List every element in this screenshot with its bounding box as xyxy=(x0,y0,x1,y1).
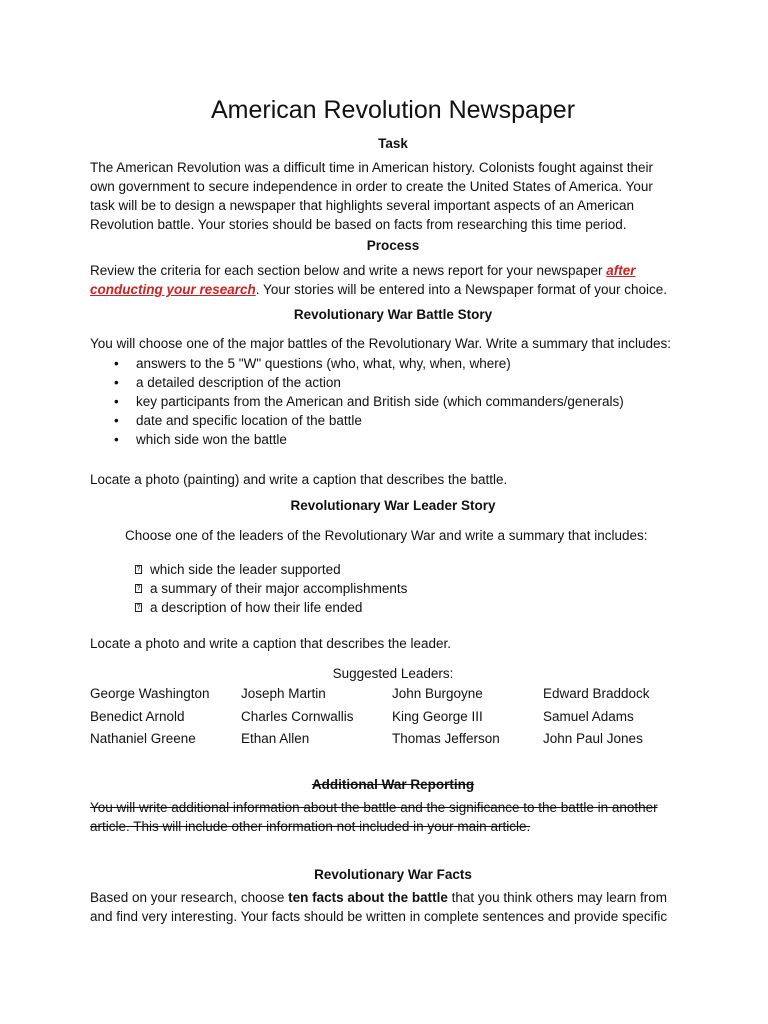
leader-story-items xyxy=(134,560,407,617)
list-item: ? a summary of their major accomplishments xyxy=(136,581,408,596)
leader-name: Charles Cornwallis xyxy=(241,708,354,724)
leader-name: Thomas Jefferson xyxy=(392,731,500,746)
leader-name: Ethan Allen xyxy=(241,731,310,746)
facts-heading: Revolutionary War Facts xyxy=(314,867,472,882)
conducting-research-link[interactable]: conducting your research xyxy=(90,282,256,297)
list-item: • which side won the battle xyxy=(112,430,624,449)
leader-story-heading: Revolutionary War Leader Story xyxy=(290,498,496,513)
leader-name: Nathaniel Greene xyxy=(90,731,196,746)
list-item: • answers to the 5 "W" questions (who, what, why, when, where) xyxy=(112,354,624,373)
task-line-1: The American Revolution was a difficult time in American history. Colonists fought against their xyxy=(90,160,654,175)
additional-line-1: You will write additional information about the battle and the significance to the battle in another xyxy=(90,800,658,815)
leader-name: Benedict Arnold xyxy=(90,708,185,724)
leader-name: John Paul Jones xyxy=(543,731,643,746)
missing-glyph-icon: ? xyxy=(136,604,141,611)
facts-line-2: and find very interesting. Your facts should be written in complete sentences and provide specific xyxy=(90,909,668,924)
leader-photo-note: Locate a photo and write a caption that describes the leader. xyxy=(90,636,451,651)
process-line-2 xyxy=(90,280,667,299)
list-item: • a detailed description of the action xyxy=(112,373,624,392)
list-item: • key participants from the American and British side (which commanders/generals) xyxy=(112,392,624,411)
additional-reporting-heading: Additional War Reporting xyxy=(311,777,475,792)
battle-story-intro: You will choose one of the major battles of the Revolutionary War. Write a summary that includes: xyxy=(90,336,672,351)
missing-glyph-icon: ? xyxy=(136,585,141,592)
list-item: • date and specific location of the battle xyxy=(112,411,624,430)
additional-line-2: article. This will include other information not included in your main article. xyxy=(90,819,531,834)
leader-name: Edward Braddock xyxy=(543,686,650,701)
missing-glyph-icon: ? xyxy=(136,566,141,573)
after-link[interactable]: after xyxy=(606,263,636,278)
task-line-4: Revolution battle. Your stories should be based on facts from researching this time period. xyxy=(90,217,627,232)
page-title: American Revolution Newspaper xyxy=(210,96,576,124)
leader-name: Joseph Martin xyxy=(241,686,326,701)
task-line-3: task will be to design a newspaper that highlights several important aspects of an American xyxy=(90,198,635,213)
process-line-1 xyxy=(90,261,636,280)
list-item: ? which side the leader supported xyxy=(136,562,341,577)
table-row xyxy=(90,731,694,754)
leader-story-intro: Choose one of the leaders of the Revolutionary War and write a summary that includes: xyxy=(125,528,648,543)
battle-photo-note: Locate a photo (painting) and write a caption that describes the battle. xyxy=(90,472,508,487)
leader-name: Samuel Adams xyxy=(543,708,634,724)
process-line-1-text: Review the criteria for each section below and write a news report for your newspaper xyxy=(90,263,607,278)
task-line-2: own government to secure independence in order to create the United States of America. Your xyxy=(90,179,653,194)
table-row xyxy=(90,686,694,709)
suggested-leaders-heading: Suggested Leaders: xyxy=(332,666,454,681)
process-heading: Process xyxy=(366,238,420,253)
leader-name: George Washington xyxy=(90,686,210,701)
leader-name: John Burgoyne xyxy=(392,686,483,701)
suggested-leaders-table xyxy=(90,686,694,754)
process-line-2-text: . Your stories will be entered into a Newspaper format of your choice. xyxy=(255,282,668,297)
ten-facts-emphasis: ten facts about the battle xyxy=(288,890,448,905)
task-heading: Task xyxy=(378,136,408,151)
table-row xyxy=(90,709,694,732)
leader-name: King George III xyxy=(392,708,483,724)
facts-line-1: Based on your research, choose ten facts about the battle that you think others may learn from xyxy=(90,890,667,905)
list-item: ? a description of how their life ended xyxy=(136,600,363,615)
battle-story-bullets xyxy=(112,354,624,449)
battle-story-heading: Revolutionary War Battle Story xyxy=(293,307,493,322)
